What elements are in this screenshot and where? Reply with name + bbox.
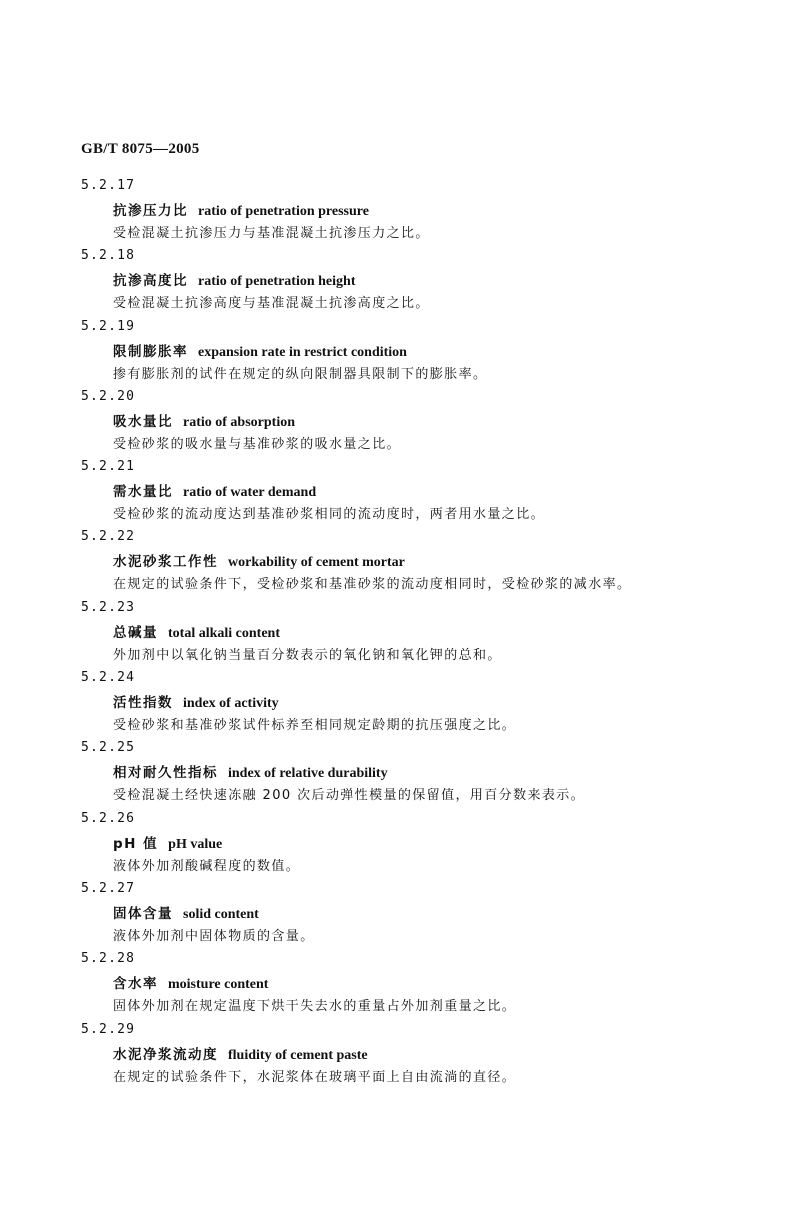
term-chinese: 水泥净浆流动度 bbox=[113, 1046, 218, 1063]
term-heading bbox=[113, 905, 259, 924]
clause-number: 5.2.24 bbox=[81, 670, 136, 686]
term-english: total alkali content bbox=[168, 625, 280, 641]
term-chinese: 需水量比 bbox=[113, 484, 173, 501]
term-chinese: 固体含量 bbox=[113, 905, 173, 922]
term-heading bbox=[113, 1046, 368, 1065]
term-entry bbox=[0, 669, 800, 739]
term-english: workability of cement mortar bbox=[228, 555, 405, 571]
clause-number: 5.2.22 bbox=[81, 529, 136, 545]
term-english: fluidity of cement paste bbox=[228, 1047, 368, 1063]
term-definition: 掺有膨胀剂的试件在规定的纵向限制器具限制下的膨胀率。 bbox=[113, 366, 488, 382]
term-chinese: 吸水量比 bbox=[113, 413, 173, 430]
term-definition: 固体外加剂在规定温度下烘干失去水的重量占外加剂重量之比。 bbox=[113, 999, 517, 1015]
term-chinese: 抗渗压力比 bbox=[113, 203, 188, 219]
term-definition: 在规定的试验条件下，受检砂浆和基准砂浆的流动度相同时，受检砂浆的减水率。 bbox=[113, 577, 632, 593]
term-heading bbox=[113, 553, 405, 572]
term-list bbox=[0, 177, 800, 1091]
term-definition: 液体外加剂中固体物质的含量。 bbox=[113, 928, 315, 944]
term-english: pH value bbox=[168, 836, 223, 852]
term-heading bbox=[113, 413, 295, 432]
term-chinese: pH 值 bbox=[113, 835, 159, 852]
term-heading bbox=[113, 343, 407, 362]
clause-number: 5.2.28 bbox=[81, 951, 136, 967]
term-definition: 受检砂浆和基准砂浆试件标养至相同规定龄期的抗压强度之比。 bbox=[113, 718, 517, 734]
term-entry bbox=[0, 528, 800, 598]
clause-number: 5.2.17 bbox=[81, 178, 136, 193]
term-chinese: 相对耐久性指标 bbox=[113, 765, 218, 782]
term-heading bbox=[113, 764, 388, 783]
term-entry bbox=[0, 318, 800, 388]
clause-number: 5.2.21 bbox=[81, 459, 136, 475]
term-definition: 液体外加剂酸碱程度的数值。 bbox=[113, 858, 301, 874]
clause-number: 5.2.29 bbox=[81, 1021, 136, 1037]
term-definition: 受检混凝土经快速冻融 200 次后动弹性模量的保留值，用百分数来表示。 bbox=[113, 788, 586, 804]
term-chinese: 抗渗高度比 bbox=[113, 273, 188, 290]
term-entry bbox=[0, 810, 800, 880]
term-heading bbox=[113, 483, 316, 502]
term-entry bbox=[0, 247, 800, 317]
term-definition: 外加剂中以氧化钠当量百分数表示的氧化钠和氧化钾的总和。 bbox=[113, 647, 502, 663]
term-heading bbox=[113, 624, 280, 643]
term-chinese: 活性指数 bbox=[113, 695, 173, 712]
term-definition: 受检砂浆的流动度达到基准砂浆相同的流动度时，两者用水量之比。 bbox=[113, 507, 546, 523]
document-code: GB/T 8075—2005 bbox=[81, 141, 200, 157]
term-entry bbox=[0, 950, 800, 1020]
clause-number: 5.2.20 bbox=[81, 388, 136, 404]
term-definition: 在规定的试验条件下，水泥浆体在玻璃平面上自由流淌的直径。 bbox=[113, 1069, 517, 1085]
term-heading bbox=[113, 202, 369, 221]
clause-number: 5.2.27 bbox=[81, 880, 136, 896]
term-entry bbox=[0, 458, 800, 528]
term-definition: 受检砂浆的吸水量与基准砂浆的吸水量之比。 bbox=[113, 436, 402, 452]
term-chinese: 含水率 bbox=[113, 976, 158, 993]
clause-number: 5.2.18 bbox=[81, 248, 136, 264]
term-english: solid content bbox=[183, 906, 259, 922]
term-english: ratio of penetration pressure bbox=[198, 204, 369, 219]
term-english: ratio of absorption bbox=[183, 414, 295, 430]
term-english: ratio of water demand bbox=[183, 485, 317, 501]
term-english: expansion rate in restrict condition bbox=[198, 344, 407, 360]
term-entry bbox=[0, 1021, 800, 1091]
term-english: ratio of penetration height bbox=[198, 274, 356, 290]
term-entry bbox=[0, 880, 800, 950]
term-english: index of relative durability bbox=[228, 766, 388, 782]
term-entry bbox=[0, 739, 800, 809]
term-heading bbox=[113, 975, 268, 994]
term-english: index of activity bbox=[183, 696, 279, 712]
term-heading bbox=[113, 272, 355, 291]
clause-number: 5.2.19 bbox=[81, 318, 136, 334]
term-definition: 受检混凝土抗渗压力与基准混凝土抗渗压力之比。 bbox=[113, 226, 430, 241]
clause-number: 5.2.26 bbox=[81, 810, 136, 826]
term-entry bbox=[0, 388, 800, 458]
term-chinese: 水泥砂浆工作性 bbox=[113, 554, 218, 571]
clause-number: 5.2.25 bbox=[81, 740, 136, 756]
clause-number: 5.2.23 bbox=[81, 599, 136, 615]
term-heading bbox=[113, 694, 279, 713]
term-entry bbox=[0, 599, 800, 669]
term-entry bbox=[0, 177, 800, 247]
term-definition: 受检混凝土抗渗高度与基准混凝土抗渗高度之比。 bbox=[113, 296, 430, 312]
term-english: moisture content bbox=[168, 977, 269, 993]
term-chinese: 总碱量 bbox=[113, 624, 158, 641]
term-heading bbox=[113, 835, 222, 854]
term-chinese: 限制膨胀率 bbox=[113, 343, 188, 360]
